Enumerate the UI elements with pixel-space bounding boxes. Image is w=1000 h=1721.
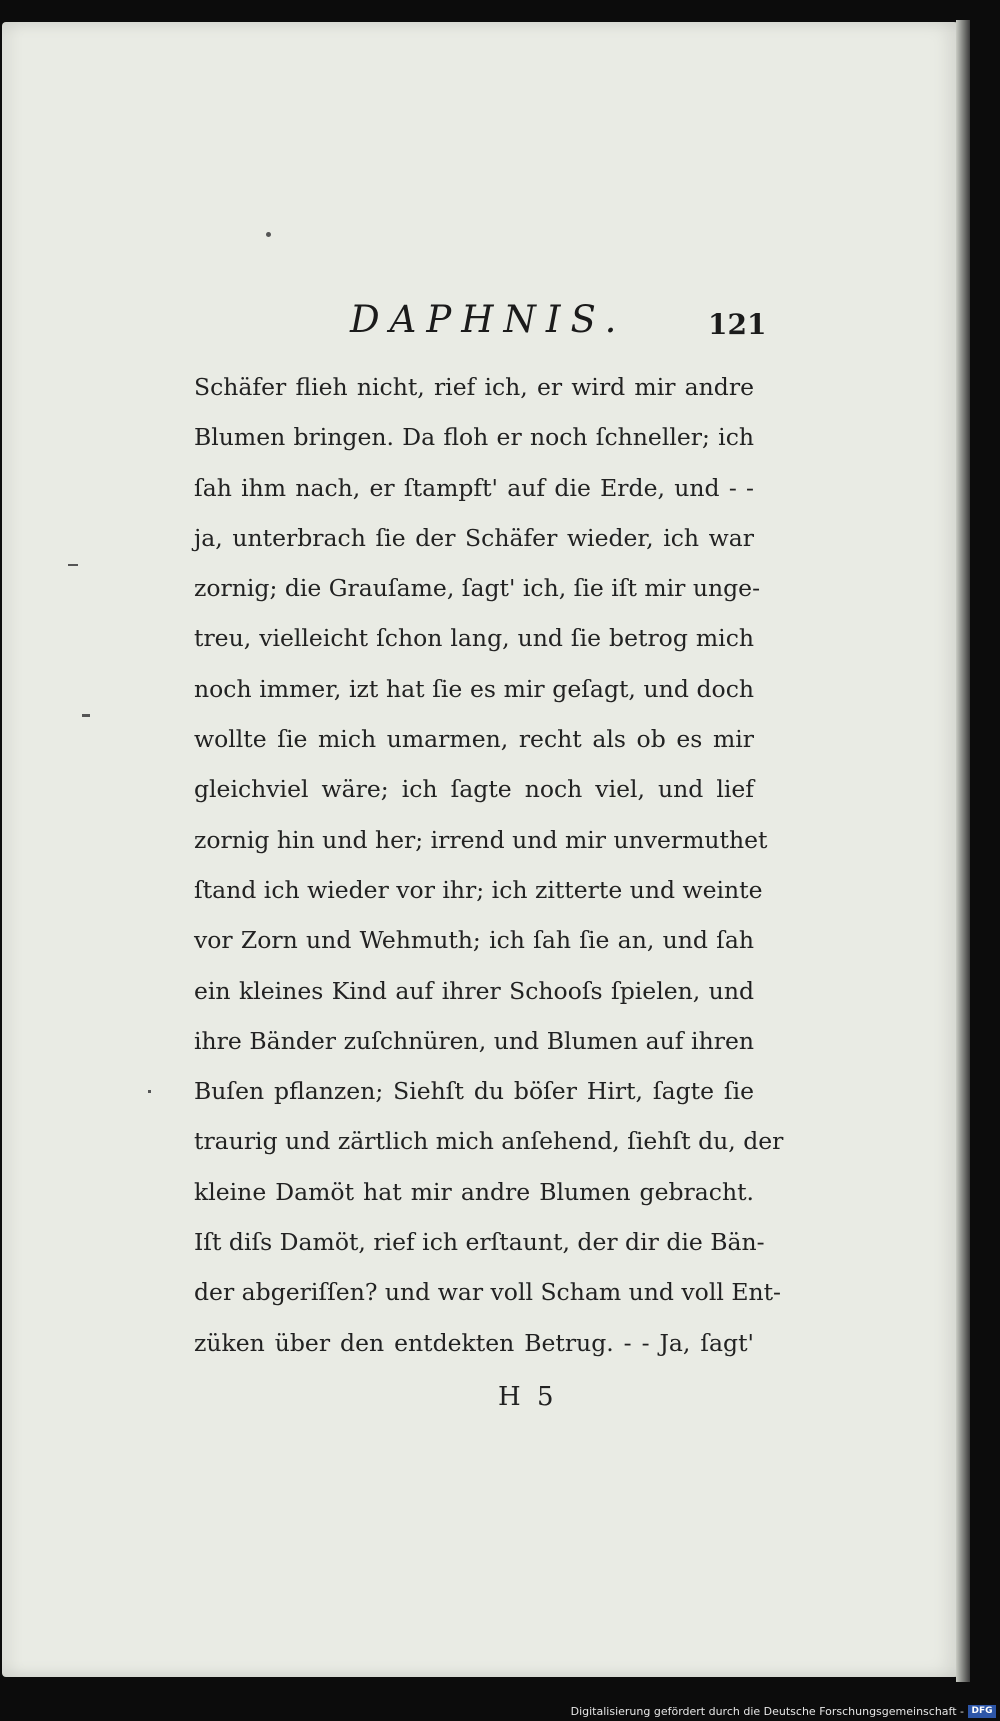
text-line: der abgeriſſen? und war voll Scham und voll Ent- <box>194 1278 781 1307</box>
text-line: kleine Damöt hat mir andre Blumen gebracht. <box>194 1177 754 1206</box>
margin-mark <box>148 1090 151 1093</box>
text-line: Schäfer flieh nicht, rief ich, er wird mir andre <box>194 373 754 401</box>
text-line: Buſen pflanzen; Siehſt du böſer Hirt, ſagte ſie <box>194 1077 754 1106</box>
running-title: DAPHNIS. <box>350 298 627 341</box>
text-line: Blumen bringen. Da floh er noch ſchneller; ich <box>194 423 754 452</box>
text-line: traurig und zärtlich mich anſehend, ſiehſt du, der <box>194 1127 784 1156</box>
margin-mark <box>266 232 271 237</box>
footer-credit: Digitalisierung gefördert durch die Deutsche Forschungsgemeinschaft - <box>570 1705 964 1718</box>
page-number: 121 <box>708 308 767 341</box>
page-edge-shadow <box>956 20 970 1682</box>
text-line: zornig; die Grauſame, ſagt' ich, ſie iſt mir unge- <box>194 574 761 603</box>
book-page <box>2 22 964 1677</box>
text-line: ſah ihm nach, er ſtampft' auf die Erde, und - - <box>194 473 754 502</box>
text-line: Iſt diſs Damöt, rief ich erſtaunt, der dir die Bän- <box>194 1228 765 1257</box>
text-line: zornig hin und her; irrend und mir unvermuthet <box>194 825 768 854</box>
text-line: züken über den entdekten Betrug. - - Ja, ſagt' <box>194 1328 754 1357</box>
text-line: treu, vielleicht ſchon lang, und ſie betrog mich <box>194 624 754 653</box>
dfg-logo-icon: DFG <box>968 1705 996 1718</box>
body-text <box>194 362 784 1368</box>
footer-bar <box>0 1701 1000 1721</box>
text-line: ihre Bänder zuſchnüren, und Blumen auf ihren <box>194 1026 754 1055</box>
text-line: vor Zorn und Wehmuth; ich ſah ſie an, und ſah <box>194 926 754 955</box>
margin-mark <box>68 564 78 566</box>
page-header <box>2 290 964 350</box>
text-line: gleichviel wäre; ich ſagte noch viel, und lief <box>194 775 754 804</box>
text-line: ſtand ich wieder vor ihr; ich zitterte und weinte <box>194 875 763 904</box>
text-line: ein kleines Kind auf ihrer Schooſs ſpielen, und <box>194 976 754 1005</box>
text-line: noch immer, izt hat ſie es mir geſagt, und doch <box>194 674 754 703</box>
text-line: ja, unterbrach ſie der Schäfer wieder, ich war <box>194 523 754 552</box>
text-line: wollte ſie mich umarmen, recht als ob es mir <box>194 725 754 754</box>
margin-mark <box>82 714 90 717</box>
signature-mark: H 5 <box>498 1382 558 1412</box>
